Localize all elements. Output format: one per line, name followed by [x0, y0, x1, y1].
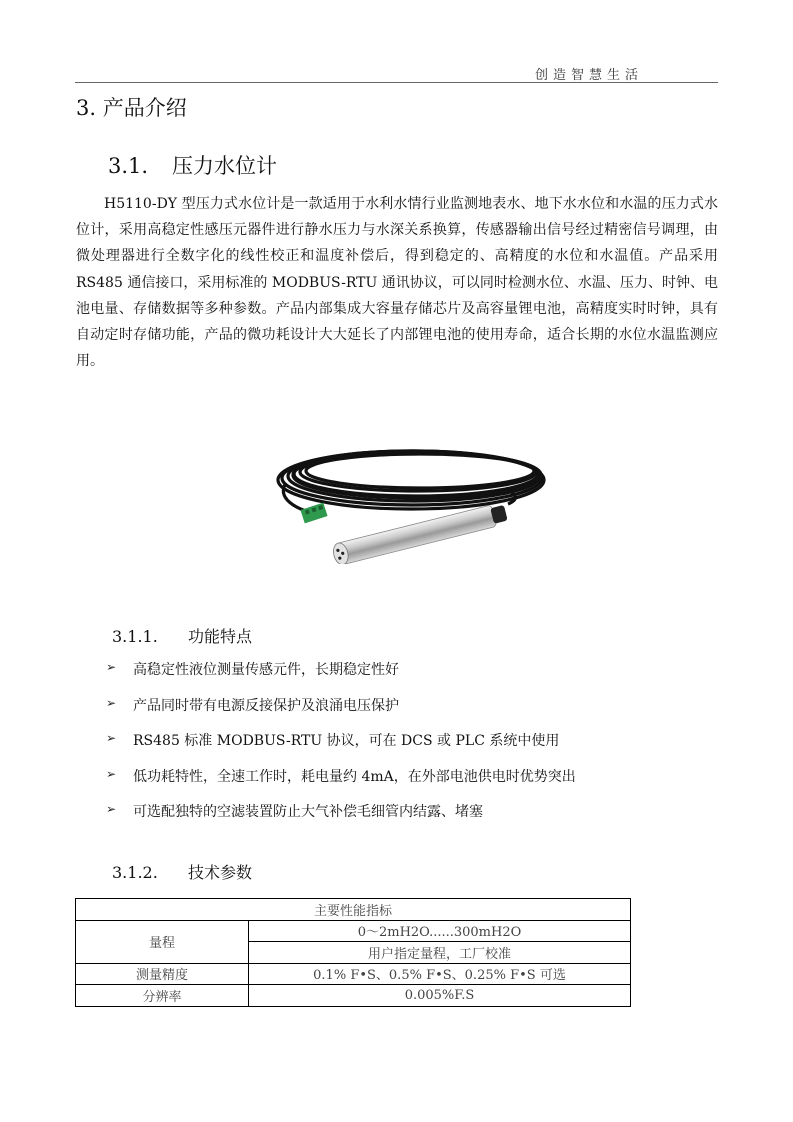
subsection-number: 3.1. [108, 154, 149, 178]
features-heading [112, 624, 252, 647]
range-label: 量程 [76, 920, 249, 963]
section-heading [76, 92, 187, 122]
arrow-bullet-icon: ➢ [106, 660, 117, 674]
product-photo [256, 438, 550, 564]
arrow-bullet-icon: ➢ [106, 766, 117, 781]
list-item: ➢ 低功耗特性，全速工作时，耗电量约 4mA，在外部电池供电时优势突出 [106, 766, 576, 785]
subsection-title: 压力水位计 [172, 154, 277, 178]
features-list [106, 659, 576, 837]
features-number: 3.1.1. [112, 627, 158, 646]
table-header: 主要性能指标 [76, 899, 631, 921]
list-item: ➢ 产品同时带有电源反接保护及浪涌电压保护 [106, 695, 399, 714]
accuracy-label: 测量精度 [76, 963, 249, 985]
spec-table [75, 898, 631, 1007]
section-title: 产品介绍 [102, 96, 187, 120]
intro-paragraph: H5110-DY 型压力式水位计是一款适用于水利水情行业监测地表水、地下水水位和水温的压力式水位计，采用高稳定性感压元器件进行静水压力与水深关系换算，传感器输出信号经过精密信号调理，由微处理器进行全数字化的线性校正和温度补偿后，得到稳定的、高精度的水位和水温值。产品采用 RS485 通信接口，采用标准的 MODBUS-RTU 通讯协议，可以同时检测水位、水温、压力、时钟、电池电量、存储数据等多种参数。产品内部集成大容量存储芯片及高容量锂电池，高精度实时时钟，具有自动定时存储功能，产品的微功耗设计大大延长了内部锂电池的使用寿命，适合长期的水位水温监测应用。 [76, 196, 718, 370]
arrow-bullet-icon: ➢ [106, 802, 117, 816]
table-row [76, 963, 631, 985]
table-row [76, 920, 631, 942]
arrow-bullet-icon: ➢ [106, 695, 117, 710]
sensor-probe [331, 502, 508, 564]
range-note: 用户指定量程，工厂校准 [249, 942, 631, 964]
terminal-connector [300, 503, 327, 524]
list-item: ➢ 可选配独特的空滤装置防止大气补偿毛细管内结露、堵塞 [106, 802, 483, 820]
arrow-bullet-icon: ➢ [106, 731, 117, 745]
params-number: 3.1.2. [112, 863, 158, 882]
section-number: 3. [76, 96, 97, 120]
range-value: 0～2mH2O......300mH2O [249, 920, 631, 942]
subsection-heading [108, 150, 277, 180]
accuracy-value: 0.1% F•S、0.5% F•S、0.25% F•S 可选 [249, 963, 631, 985]
table-row [76, 899, 631, 921]
params-title: 技术参数 [188, 863, 253, 882]
table-row [76, 985, 631, 1007]
header-rule [75, 82, 718, 83]
features-title: 功能特点 [188, 627, 253, 646]
list-item: ➢ RS485 标准 MODBUS-RTU 协议，可在 DCS 或 PLC 系统中使用 [106, 731, 560, 749]
resolution-value: 0.005%F.S [249, 985, 631, 1007]
list-item: ➢ 高稳定性液位测量传感元件，长期稳定性好 [106, 660, 399, 678]
header-slogan: 创造智慧生活 [534, 68, 643, 83]
resolution-label: 分辨率 [76, 985, 249, 1007]
params-heading [112, 860, 252, 883]
